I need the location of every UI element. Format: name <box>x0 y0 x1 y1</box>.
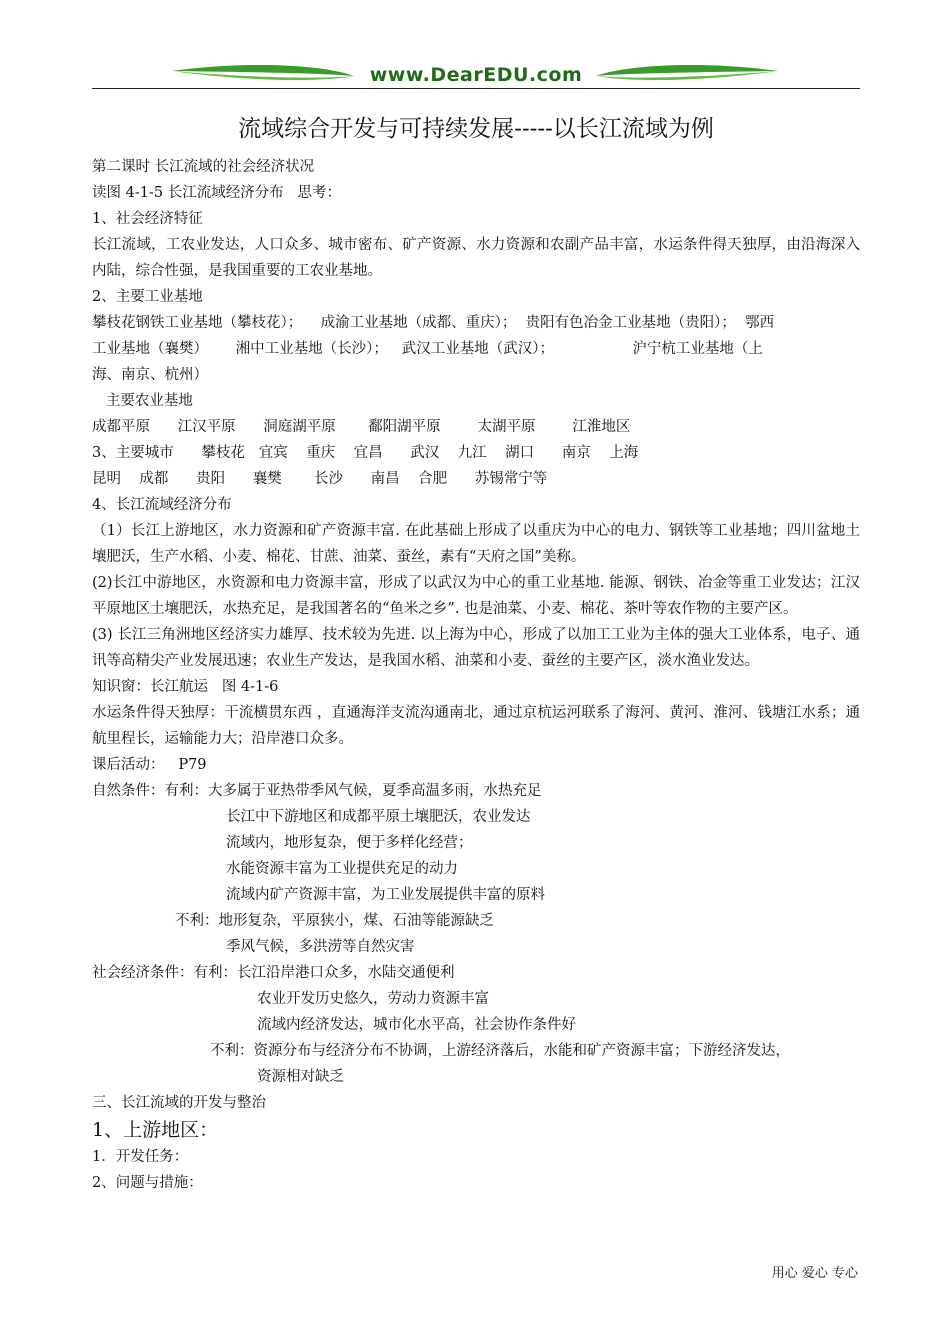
text-line: 流域内，地形复杂，便于多样化经营； <box>226 835 473 851</box>
text-line: 攀枝花钢铁工业基地（攀枝花）； 成渝工业基地（成都、重庆）； 贵阳有色冶金工业基地（贵阳）； 鄂西 <box>92 315 775 331</box>
text-line: 不利：资源分布与经济分布不协调，上游经济落后，水能和矿产资源丰富；下游经济发达， <box>210 1043 790 1059</box>
paragraph: （1）长江上游地区，水力资源和矿产资源丰富. 在此基础上形成了以重庆为中心的电力、钢铁等工业基地；四川盆地土壤肥沃，生产水稻、小麦、棉花、甘蔗、油菜、蚕丝，素有“天府之国”美称。 <box>92 523 860 565</box>
section-heading: 1、社会经济特征 <box>92 211 203 227</box>
paragraph: (3) 长江三角洲地区经济实力雄厚、技术较为先进. 以上海为中心，形成了以加工工业为主体的强大工业体系，电子、通讯等高精尖产业发展迅速；农业生产发达，是我国水稻、油菜和小麦、蚕丝的主要产区，淡水渔业发达。 <box>92 627 860 669</box>
text-line: 海、南京、杭州） <box>92 367 208 383</box>
text-line: 工业基地（襄樊） 湘中工业基地（长沙）； 武汉工业基地（武汉）； 沪宁杭工业基地（上 <box>92 341 763 357</box>
text-line: 2、问题与措施： <box>92 1175 203 1191</box>
text-line: 水能资源丰富为工业提供充足的动力 <box>226 861 458 877</box>
text-line: 昆明 成都 贵阳 襄樊 长沙 南昌 合肥 苏锡常宁等 <box>92 471 548 487</box>
text-line: 流域内矿产资源丰富，为工业发展提供丰富的原料 <box>226 887 545 903</box>
text-line: 资源相对缺乏 <box>257 1069 344 1085</box>
section-heading: 三、长江流域的开发与整治 <box>92 1095 266 1111</box>
text-line: 季风气候，多洪涝等自然灾害 <box>226 939 415 955</box>
page-title: 流域综合开发与可持续发展-----以长江流域为例 <box>238 116 714 142</box>
paragraph: 长江流域，工农业发达，人口众多、城市密布、矿产资源、水力资源和农副产品丰富，水运条件得天独厚，由沿海深入内陆，综合性强，是我国重要的工农业基地。 <box>92 237 860 279</box>
text-line: 不利：地形复杂，平原狭小，煤、石油等能源缺乏 <box>175 913 494 929</box>
site-logo-text: www.DearEDU.com <box>369 64 583 86</box>
text-line: 农业开发历史悠久，劳动力资源丰富 <box>257 991 489 1007</box>
text-line: 知识窗：长江航运 图 4-1-6 <box>92 679 279 695</box>
text-line: 长江中下游地区和成都平原土壤肥沃，农业发达 <box>226 809 531 825</box>
section-heading: 2、主要工业基地 <box>92 289 203 305</box>
section-heading: 4、长江流域经济分布 <box>92 497 232 513</box>
text-line: 流域内经济发达，城市化水平高，社会协作条件好 <box>257 1017 576 1033</box>
text-line: 自然条件：有利：大多属于亚热带季风气候，夏季高温多雨，水热充足 <box>92 783 542 799</box>
text-line: 社会经济条件：有利：长江沿岸港口众多，水陆交通便利 <box>92 965 455 981</box>
header-rule <box>92 88 860 89</box>
paragraph: (2)长江中游地区，水资源和电力资源丰富，形成了以武汉为中心的重工业基地. 能源、钢铁、冶金等重工业发达；江汉平原地区土壤肥沃，水热充足，是我国著名的“鱼米之乡”. 也是油菜、小麦、棉花、茶叶等农作物的主要产区。 <box>92 575 860 617</box>
page-footer: 用心 爱心 专心 <box>771 1266 858 1281</box>
text-line: 成都平原 江汉平原 洞庭湖平原 鄱阳湖平原 太湖平原 江淮地区 <box>92 419 631 435</box>
text-line: 第二课时 长江流域的社会经济状况 <box>92 159 315 175</box>
paragraph: 水运条件得天独厚：干流横贯东西 ，直通海洋支流沟通南北，通过京杭运河联系了海河、黄河、淮河、钱塘江水系；通航里程长，运输能力大；沿岸港口众多。 <box>92 705 860 747</box>
text-line: 1．开发任务： <box>92 1149 189 1165</box>
text-line: 3、主要城市 攀枝花 宜宾 重庆 宜昌 武汉 九江 湖口 南京 上海 <box>92 445 639 461</box>
document-body <box>92 154 860 1196</box>
text-line: 读图 4-1-5 长江流域经济分布 思考： <box>92 185 342 201</box>
text-line: 课后活动： P79 <box>92 757 207 773</box>
text-line: 主要农业基地 <box>92 393 193 409</box>
subsection-heading: 1、上游地区： <box>92 1119 219 1141</box>
